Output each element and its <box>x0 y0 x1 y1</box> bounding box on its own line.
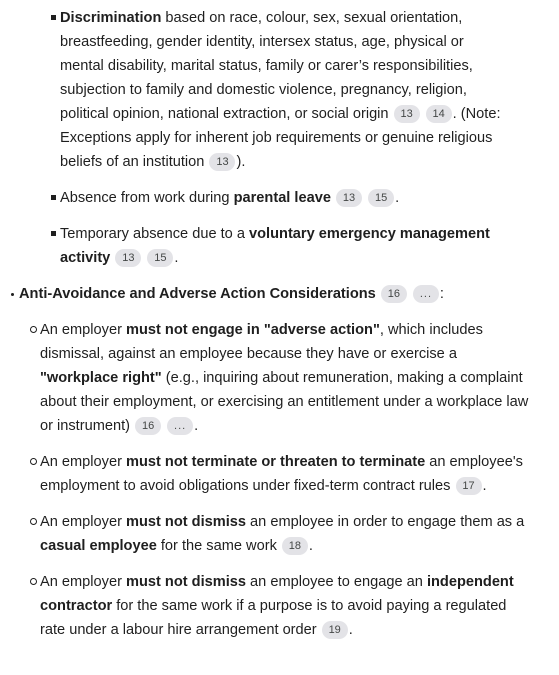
item-text: An employer <box>40 322 126 338</box>
list-item-independent-contractor <box>0 570 559 642</box>
item-text: Temporary absence due to a <box>60 226 250 242</box>
citation-chip[interactable]: 13 <box>115 249 141 267</box>
square-bullet-icon <box>51 195 56 200</box>
square-bullet-icon <box>51 15 56 20</box>
item-text: for the same work if a purpose is to avoid paying a regulated rate under a labour hire arrangement order <box>40 598 507 638</box>
item-bold: casual employee <box>40 538 157 554</box>
item-bold: Discrimination <box>60 10 162 26</box>
item-text: an employee to engage an <box>246 574 427 590</box>
more-citations-chip[interactable]: ... <box>413 285 439 303</box>
circle-bullet-icon <box>30 326 37 333</box>
circle-bullet-icon <box>30 458 37 465</box>
citation-chip[interactable]: 19 <box>322 621 348 639</box>
dot-bullet-icon <box>11 293 14 296</box>
list-item-terminate <box>0 450 559 498</box>
citation-chip[interactable]: 15 <box>368 189 394 207</box>
citation-chip[interactable]: 13 <box>336 189 362 207</box>
list-item-emergency-activity <box>0 222 559 270</box>
item-bold: parental leave <box>233 190 331 206</box>
item-text: An employer <box>40 574 126 590</box>
citation-chip[interactable]: 17 <box>456 477 482 495</box>
list-item-casual-employee <box>0 510 559 558</box>
item-end: ). <box>236 154 246 170</box>
item-text: an employee's employment to avoid obligations under fixed-term contract rules <box>40 454 523 494</box>
citation-chip[interactable]: 13 <box>209 153 235 171</box>
square-bullet-icon <box>51 231 56 236</box>
sub-list-protected-reasons <box>0 6 559 270</box>
circle-bullet-icon <box>30 518 37 525</box>
item-end: . <box>348 622 353 638</box>
item-bold: must not engage in "adverse action" <box>125 322 380 338</box>
item-text: based on race, colour, sex, sexual orientation, breastfeeding, gender identity, intersex status, age, physical or mental disability, marital status, family or carer’s responsibilities, subjection to family and domestic violence, pregnancy, religion, political opinion, national extraction, or social origin <box>60 10 473 122</box>
citation-chip[interactable]: 16 <box>135 417 161 435</box>
item-bold: must not dismiss <box>125 514 246 530</box>
item-note: . (Note: Exceptions apply for inherent job requirements or genuine religious beliefs of an institution <box>60 106 501 170</box>
sub-list-adverse-action <box>0 318 559 642</box>
citation-chip[interactable]: 18 <box>282 537 308 555</box>
item-bold: must not dismiss <box>125 574 246 590</box>
item-end: . <box>194 418 199 434</box>
citation-chip[interactable]: 16 <box>381 285 407 303</box>
item-bold: "workplace right" <box>40 370 162 386</box>
circle-bullet-icon <box>30 578 37 585</box>
item-bold: independent contractor <box>40 574 514 614</box>
section-heading: Anti-Avoidance and Adverse Action Considerations <box>19 286 376 302</box>
citation-chip[interactable]: 15 <box>147 249 173 267</box>
citation-chip[interactable]: 13 <box>394 105 420 123</box>
citation-chip[interactable]: 14 <box>426 105 452 123</box>
item-text: for the same work <box>156 538 281 554</box>
item-text: an employee in order to engage them as a <box>246 514 525 530</box>
item-bold: voluntary emergency management activity <box>60 226 490 266</box>
item-end: . <box>174 250 179 266</box>
more-citations-chip[interactable]: ... <box>167 417 193 435</box>
list-item-parental-leave <box>0 186 559 210</box>
list-item-discrimination <box>0 6 559 174</box>
item-text: , which includes dismissal, against an employee because they have or exercise a <box>40 322 483 362</box>
main-list <box>0 282 559 306</box>
item-end: . <box>395 190 400 206</box>
list-item-anti-avoidance <box>0 282 559 306</box>
item-end: : <box>439 286 444 302</box>
item-text: (e.g., inquiring about remuneration, making a complaint about their employment, or exercising an entitlement under a workplace law or instrument) <box>40 370 529 434</box>
list-item-adverse-action <box>0 318 559 438</box>
item-end: . <box>308 538 313 554</box>
item-text: An employer <box>40 514 126 530</box>
item-text: An employer <box>40 454 126 470</box>
item-end: . <box>482 478 487 494</box>
item-bold: must not terminate or threaten to terminate <box>125 454 426 470</box>
item-text: Absence from work during <box>60 190 234 206</box>
